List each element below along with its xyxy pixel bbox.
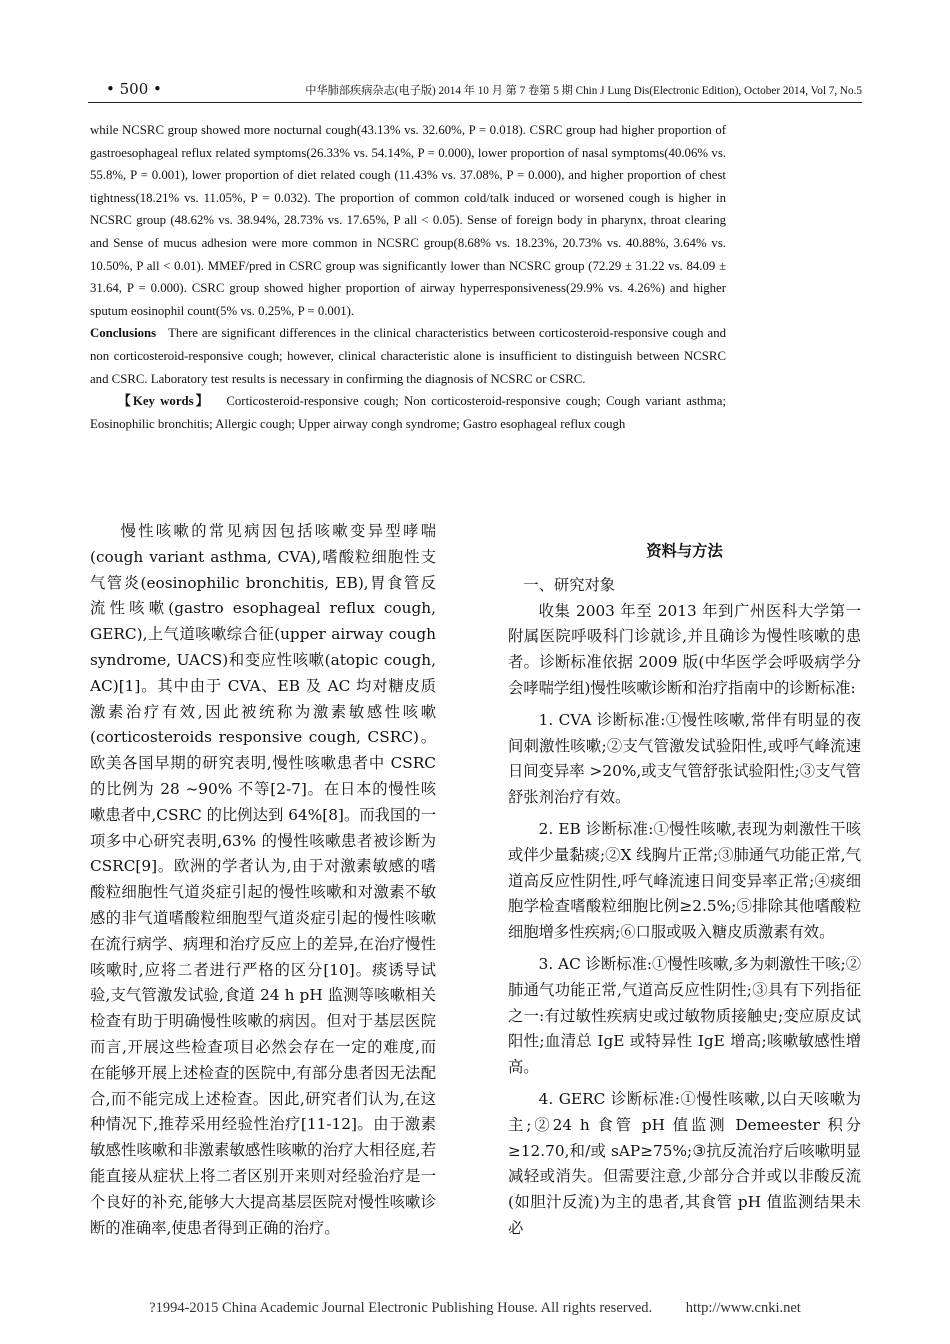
- footer-url: http://www.cnki.net: [685, 1300, 801, 1316]
- page-footer: [0, 1300, 950, 1317]
- keywords-label: 【Key words】: [118, 394, 211, 409]
- journal-citation: 中华肺部疾病杂志(电子版) 2014 年 10 月 第 7 卷第 5 期 Chin J Lung Dis(Electronic Edition), October 2014, Vol 7, No.5: [305, 85, 862, 97]
- conclusions-label: Conclusions: [90, 326, 157, 341]
- copyright-notice: ?1994-2015 China Academic Journal Electronic Publishing House. All rights reserved.: [149, 1300, 653, 1316]
- criteria-gerc: 4. GERC 诊断标准:①慢性咳嗽,以白天咳嗽为主;②24 h 食管 pH 值监测 Demeester 积分≥12.70,和/或 sAP≥75%;③抗反流治疗后咳嗽明显减轻或消失。但需要注意,少部分合并或以非酸反流(如胆汁反流)为主的患者,其食管 pH 值监测结果未必: [508, 1089, 861, 1237]
- criteria-cva: 1. CVA 诊断标准:①慢性咳嗽,常伴有明显的夜间刺激性咳嗽;②支气管激发试验阳性,或呼气峰流速日间变异率 >20%,或支气管舒张试验阳性;③支气管舒张剂治疗有效。: [508, 710, 861, 807]
- header-rule: [88, 102, 862, 103]
- left-column: [90, 519, 436, 1247]
- keywords: [90, 390, 726, 435]
- abstract-conclusions: [90, 322, 726, 390]
- criteria-ac: 3. AC 诊断标准:①慢性咳嗽,多为刺激性干咳;②肺通气功能正常,气道高反应性阴性;③具有下列指征之一:有过敏性疾病史或过敏物质接触史;变应原皮试阳性;血清总 IgE 或特异性 IgE 增高;咳嗽敏感性增高。: [508, 954, 861, 1077]
- abstract-results: while NCSRC group showed more nocturnal cough(43.13% vs. 32.60%, P = 0.018). CSRC group had higher proportion of gastroesophageal reflux related symptoms(26.33% vs. 54.14%, P = 0.000), lower proportion of nasal symptoms(40.06% vs. 55.8%, P = 0.001), lower proportion of diet related cough (11.43% vs. 37.08%, P = 0.000), and higher proportion of chest tightness(18.21% vs. 11.05%, P = 0.032). The proportion of common cold/talk induced or worsened cough is higher in NCSRC group (48.62% vs. 38.94%, 28.73% vs. 17.65%, P all < 0.05). Sense of foreign body in pharynx, throat clearing and Sense of mucus adhesion were more common in NCSRC group(8.68% vs. 18.23%, 20.73% vs. 40.88%, 3.64% vs. 10.50%, P all < 0.01). MMEF/pred in CSRC group was significantly lower than NCSRC group (72.29 ± 31.22 vs. 84.09 ± 31.64, P = 0.000). CSRC group showed higher proportion of airway hyperresponsiveness(29.9% vs. 4.26%) and higher sputum eosinophil count(5% vs. 0.25%, P = 0.001).: [90, 123, 726, 318]
- subsection-title: 一、研究对象: [523, 575, 616, 594]
- conclusions-text: There are significant differences in the clinical characteristics between corticosteroid-responsive cough and non corticosteroid-responsive cough; however, clinical characteristic alone is insufficient to distinguish between NCSRC and CSRC. Laboratory test results is necessary in confirming the diagnosis of NCSRC or CSRC.: [90, 326, 726, 386]
- right-column: [508, 539, 861, 1248]
- section-title: 资料与方法: [646, 542, 723, 560]
- keywords-text: Corticosteroid-responsive cough; Non corticosteroid-responsive cough; Cough variant asthma; Eosinophilic bronchitis; Allergic cough; Upper airway congh syndrome; Gastro esophageal reflux cough: [90, 394, 726, 431]
- intro-paragraph: 慢性咳嗽的常见病因包括咳嗽变异型哮喘(cough variant asthma, CVA),嗜酸粒细胞性支气管炎(eosinophilic bronchitis, EB),胃食管反流性咳嗽(gastro esophageal reflux cough, GERC),上气道咳嗽综合征(upper airway cough syndrome, UACS)和变应性咳嗽(atopic cough, AC)[1]。其中由于 CVA、EB 及 AC 均对糖皮质激素治疗有效,因此被统称为激素敏感性咳嗽(corticosteroids responsive cough, CSRC)。欧美各国早期的研究表明,慢性咳嗽患者中 CSRC 的比例为 28 ~90% 不等[2-7]。在日本的慢性咳嗽患者中,CSRC 的比例达到 64%[8]。而我国的一项多中心研究表明,63% 的慢性咳嗽患者被诊断为 CSRC[9]。欧洲的学者认为,由于对激素敏感的嗜酸粒细胞性气道炎症引起的慢性咳嗽和对激素不敏感的非气道嗜酸粒细胞型气道炎症引起的慢性咳嗽在流行病学、病理和治疗反应上的差异,在治疗慢性咳嗽时,应将二者进行严格的区分[10]。痰诱导试验,支气管激发试验,食道 24 h pH 监测等咳嗽相关检查有助于明确慢性咳嗽的病因。但对于基层医院而言,开展这些检查项目必然会存在一定的难度,而在能够开展上述检查的医院中,有部分患者因无法配合,而不能完成上述检查。因此,研究者们认为,在这种情况下,推荐采用经验性治疗[11-12]。由于激素敏感性咳嗽和非激素敏感性咳嗽的治疗大相径庭,若能直接从症状上将二者区别开来则对经验治疗是一个良好的补充,能够大大提高基层医院对慢性咳嗽诊断的准确率,使患者得到正确的治疗。: [90, 522, 436, 1237]
- page-header: [88, 80, 862, 102]
- methods-paragraph: 收集 2003 年至 2013 年到广州医科大学第一附属医院呼吸科门诊就诊,并且确诊为慢性咳嗽的患者。诊断标准依据 2009 版(中华医学会呼吸病学分会哮喘学组)慢性咳嗽诊断和治疗指南中的诊断标准:: [508, 601, 861, 697]
- page-number: • 500 •: [106, 80, 162, 98]
- criteria-eb: 2. EB 诊断标准:①慢性咳嗽,表现为刺激性干咳或伴少量黏痰;②X 线胸片正常;③肺通气功能正常,气道高反应性阴性,呼气峰流速日间变异率正常;④痰细胞学检查嗜酸粒细胞比例≥2.5%;⑤排除其他嗜酸粒细胞增多性疾病;⑥口服或吸入糖皮质激素有效。: [508, 819, 861, 942]
- abstract: [90, 119, 726, 435]
